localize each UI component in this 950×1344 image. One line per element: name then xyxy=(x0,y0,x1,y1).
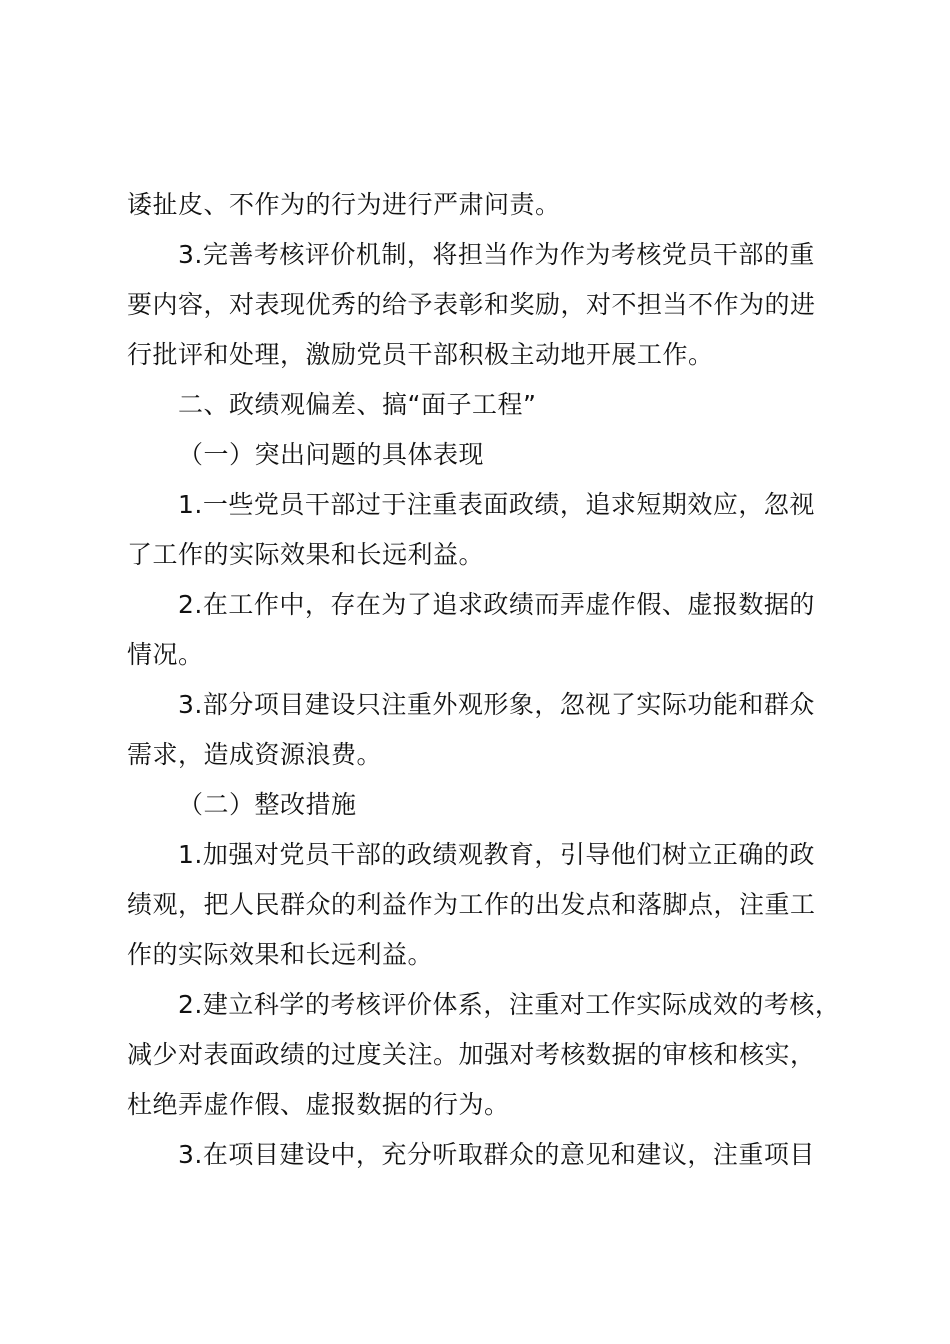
text-line: 1.加强对党员干部的政绩观教育，引导他们树立正确的政 xyxy=(178,840,815,869)
subsection-heading: （二）整改措施 xyxy=(178,790,357,819)
section-heading: 二、政绩观偏差、搞“面子工程” xyxy=(178,390,537,419)
text-line: 3.完善考核评价机制，将担当作为作为考核党员干部的重 xyxy=(178,240,815,269)
text-line: 情况。 xyxy=(127,640,204,669)
text-line: 要内容，对表现优秀的给予表彰和奖励，对不担当不作为的进 xyxy=(127,290,816,319)
text-line: 1.一些党员干部过于注重表面政绩，追求短期效应，忽视 xyxy=(178,490,815,519)
text-line: 2.在工作中，存在为了追求政绩而弄虚作假、虚报数据的 xyxy=(178,590,815,619)
text-line: 作的实际效果和长远利益。 xyxy=(127,940,434,969)
text-line: 行批评和处理，激励党员干部积极主动地开展工作。 xyxy=(127,340,714,369)
subsection-heading: （一）突出问题的具体表现 xyxy=(178,440,485,469)
text-line: 绩观，把人民群众的利益作为工作的出发点和落脚点，注重工 xyxy=(127,890,816,919)
text-line: 3.部分项目建设只注重外观形象，忽视了实际功能和群众 xyxy=(178,690,815,719)
text-line: 减少对表面政绩的过度关注。加强对考核数据的审核和核实， xyxy=(127,1040,816,1069)
text-line: 了工作的实际效果和长远利益。 xyxy=(127,540,485,569)
text-line: 3.在项目建设中，充分听取群众的意见和建议，注重项目 xyxy=(178,1140,815,1169)
text-line: 诿扯皮、不作为的行为进行严肃问责。 xyxy=(127,190,561,219)
text-line: 杜绝弄虚作假、虚报数据的行为。 xyxy=(127,1090,510,1119)
text-line: 需求，造成资源浪费。 xyxy=(127,740,383,769)
text-line: 2.建立科学的考核评价体系，注重对工作实际成效的考核， xyxy=(178,990,841,1019)
